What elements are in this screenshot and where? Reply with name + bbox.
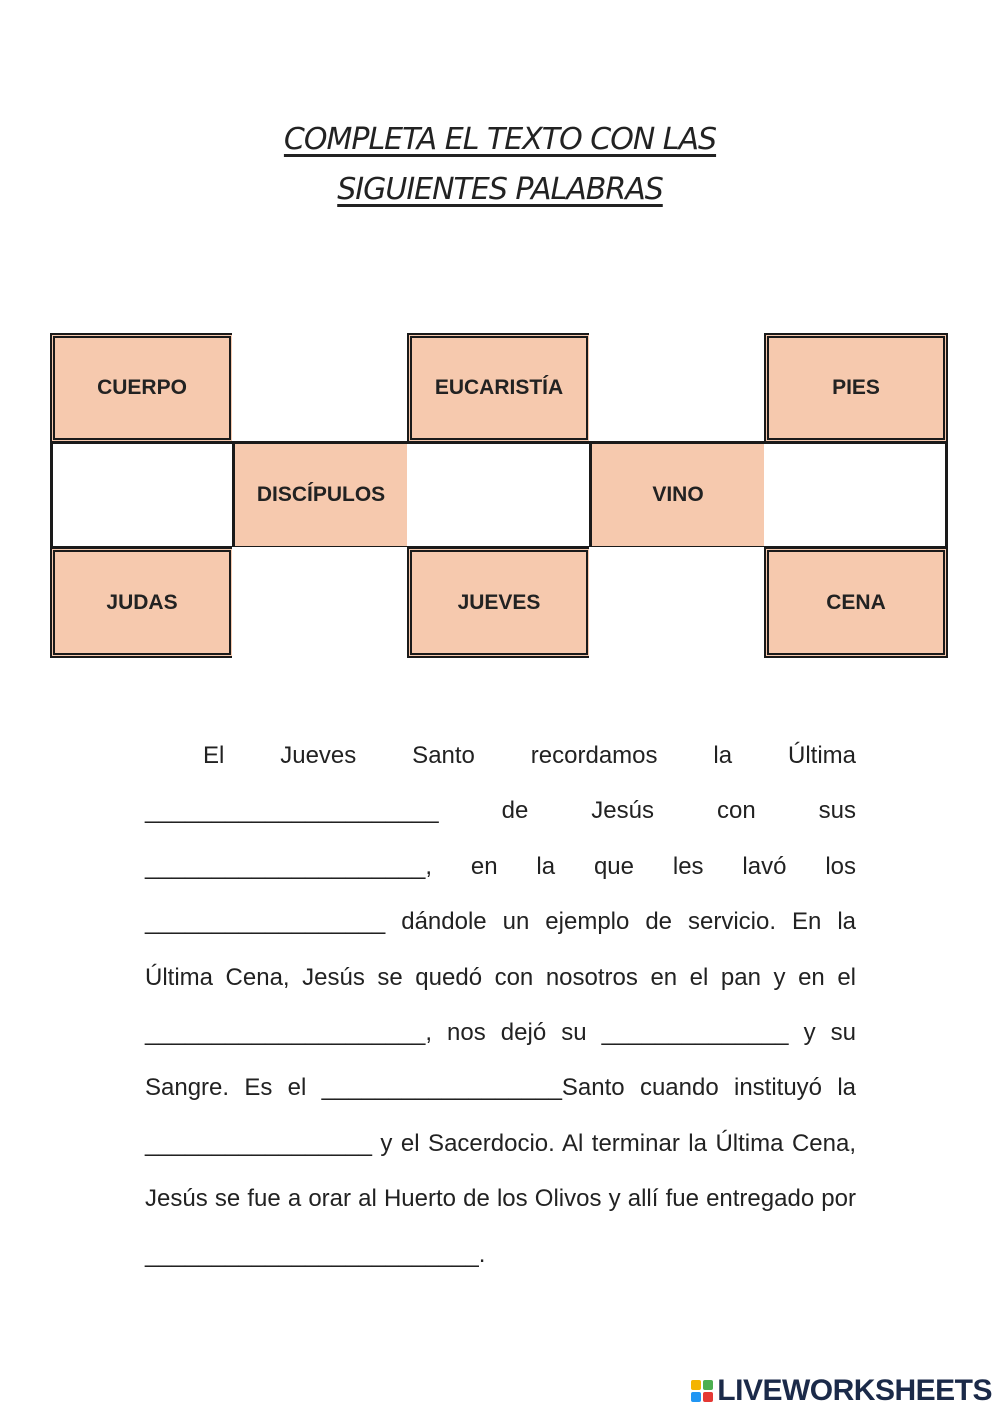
text-segment: dándole un ejemplo de servicio. En la Última Cena, Jesús se quedó con nosotros en el pan y en el xyxy=(145,908,856,991)
text-segment: , nos dejó su xyxy=(425,1019,602,1047)
word-bank-item-discipulos: DISCÍPULOS xyxy=(232,441,410,549)
empty-cell xyxy=(764,441,948,549)
blank-2-input[interactable]: _____________________ xyxy=(145,852,426,880)
fill-in-text xyxy=(145,728,856,1282)
blank-1-input[interactable]: ______________________ xyxy=(145,797,439,825)
word-bank-item-cena: CENA xyxy=(764,547,948,658)
worksheet-title-line-1: COMPLETA EL TEXTO CON LAS xyxy=(283,122,717,157)
text-segment: . xyxy=(478,1240,486,1268)
text-segment: Santo cuando instituyó la xyxy=(561,1074,857,1102)
liveworksheets-footer xyxy=(691,1375,992,1407)
empty-cell xyxy=(589,547,767,658)
text-segment: , en la que les lavó los xyxy=(425,852,856,880)
empty-cell xyxy=(407,441,591,549)
blank-6-input[interactable]: __________________ xyxy=(321,1074,562,1102)
text-segment: y su Sangre. Es el xyxy=(145,1019,857,1102)
word-bank-item-eucaristia: EUCARISTÍA xyxy=(407,333,591,443)
blank-5-input[interactable]: ______________ xyxy=(601,1019,789,1047)
word-bank-item-judas: JUDAS xyxy=(50,547,234,658)
word-bank-item-cuerpo: CUERPO xyxy=(50,333,234,443)
empty-cell xyxy=(589,333,767,443)
blank-3-input[interactable]: __________________ xyxy=(145,908,386,936)
empty-cell xyxy=(50,441,234,549)
text-segment: y el Sacerdocio. Al terminar la Última Cena, Jesús se fue a orar al Huerto de los Olivos y allí fue entregado por xyxy=(145,1129,856,1213)
text-segment: El Jueves Santo recordamos la Última xyxy=(203,742,856,769)
blank-8-input[interactable]: _________________________ xyxy=(145,1240,479,1268)
word-bank-item-pies: PIES xyxy=(764,333,948,443)
word-bank-item-vino: VINO xyxy=(589,441,767,549)
liveworksheets-logo-icon xyxy=(691,1380,713,1402)
blank-4-input[interactable]: _____________________ xyxy=(145,1019,426,1047)
word-bank-grid xyxy=(50,333,948,658)
empty-cell xyxy=(232,333,410,443)
blank-7-input[interactable]: _________________ xyxy=(145,1129,372,1157)
worksheet-title-line-2: SIGUIENTES PALABRAS xyxy=(337,172,663,207)
brand-name: LIVEWORKSHEETS xyxy=(717,1374,992,1407)
word-bank-item-jueves: JUEVES xyxy=(407,547,591,658)
text-segment: de Jesús con sus xyxy=(438,797,856,825)
empty-cell xyxy=(232,547,410,658)
